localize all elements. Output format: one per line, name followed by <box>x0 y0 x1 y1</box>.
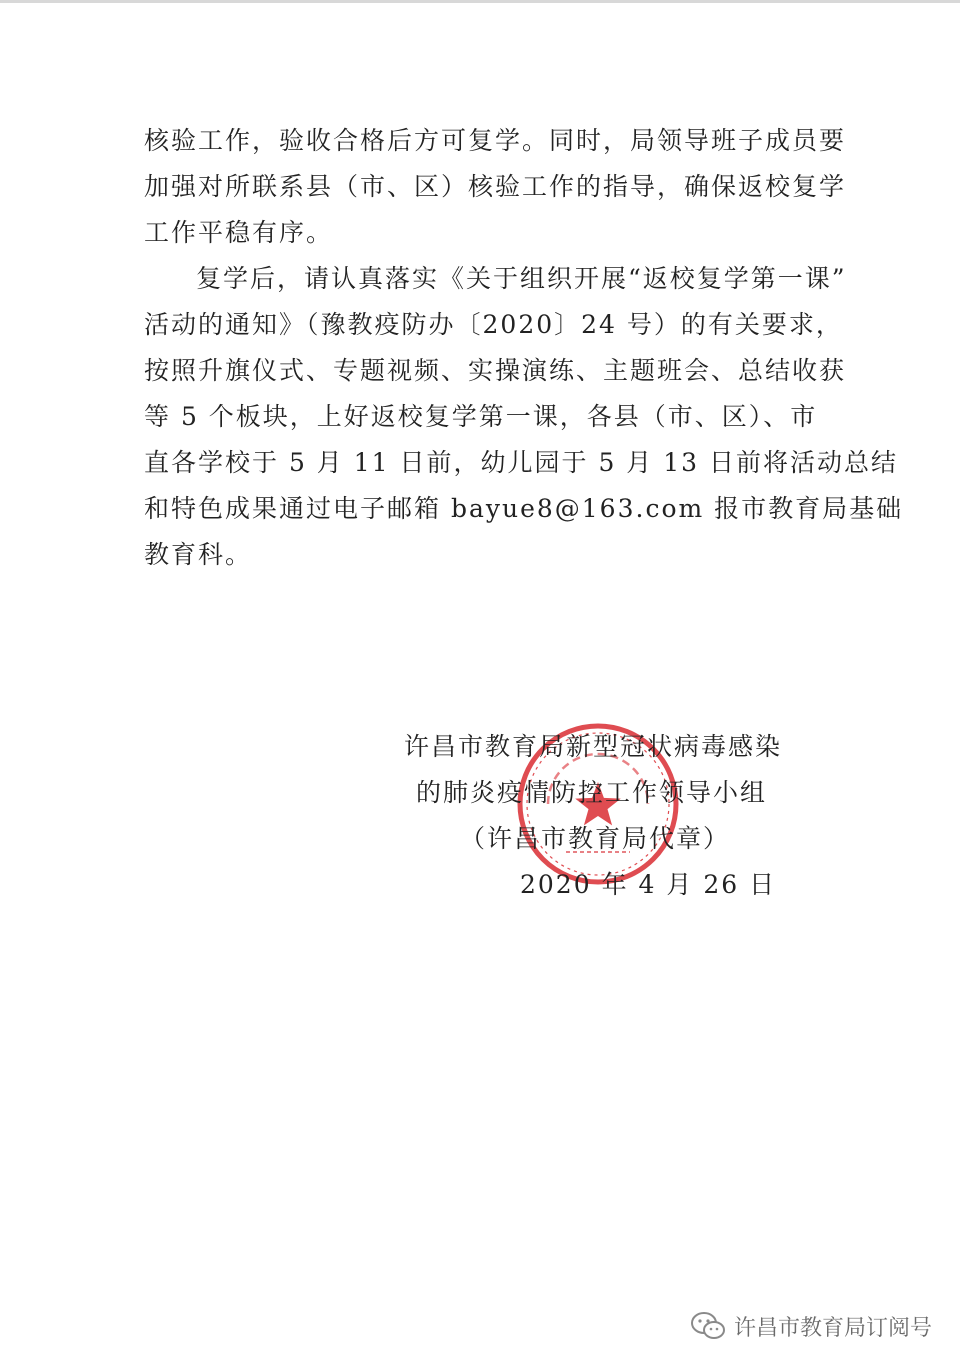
paragraph-line: 和特色成果通过电子邮箱 bayue8@163.com 报市教育局基础 <box>144 494 904 523</box>
signature-date: 2020 年 4 月 26 日 <box>520 870 777 899</box>
paragraph-2 <box>144 256 904 578</box>
document-body <box>144 118 904 578</box>
paragraph-line: 等 5 个板块，上好返校复学第一课，各县（市、区）、市 <box>144 402 818 431</box>
wechat-icon <box>690 1311 726 1341</box>
watermark-text: 许昌市教育局订阅号 <box>733 1315 932 1341</box>
paragraph-1 <box>144 118 847 256</box>
paragraph-line: 直各学校于 5 月 11 日前，幼儿园于 5 月 13 日前将活动总结 <box>144 448 899 477</box>
signature-proxy-note: （许昌市教育局代章） <box>460 824 731 853</box>
paragraph-line: 复学后，请认真落实《关于组织开展“返校复学第一课” <box>196 264 847 293</box>
signature-org-line-1: 许昌市教育局新型冠状病毒感染 <box>404 732 783 761</box>
paragraph-line: 按照升旗仪式、专题视频、实操演练、主题班会、总结收获 <box>144 356 847 385</box>
paragraph-line: 加强对所联系县（市、区）核验工作的指导，确保返校复学 <box>144 172 847 201</box>
watermark <box>690 1309 932 1343</box>
paragraph-line: 核验工作，验收合格后方可复学。同时，局领导班子成员要 <box>144 126 847 155</box>
signature-org-line-2: 的肺炎疫情防控工作领导小组 <box>416 778 768 807</box>
paragraph-line: 活动的通知》（豫教疫防办〔2020〕24 号）的有关要求， <box>144 310 843 339</box>
paragraph-line: 工作平稳有序。 <box>144 218 334 247</box>
page-top-edge <box>0 0 960 3</box>
paragraph-line: 教育科。 <box>144 540 253 569</box>
